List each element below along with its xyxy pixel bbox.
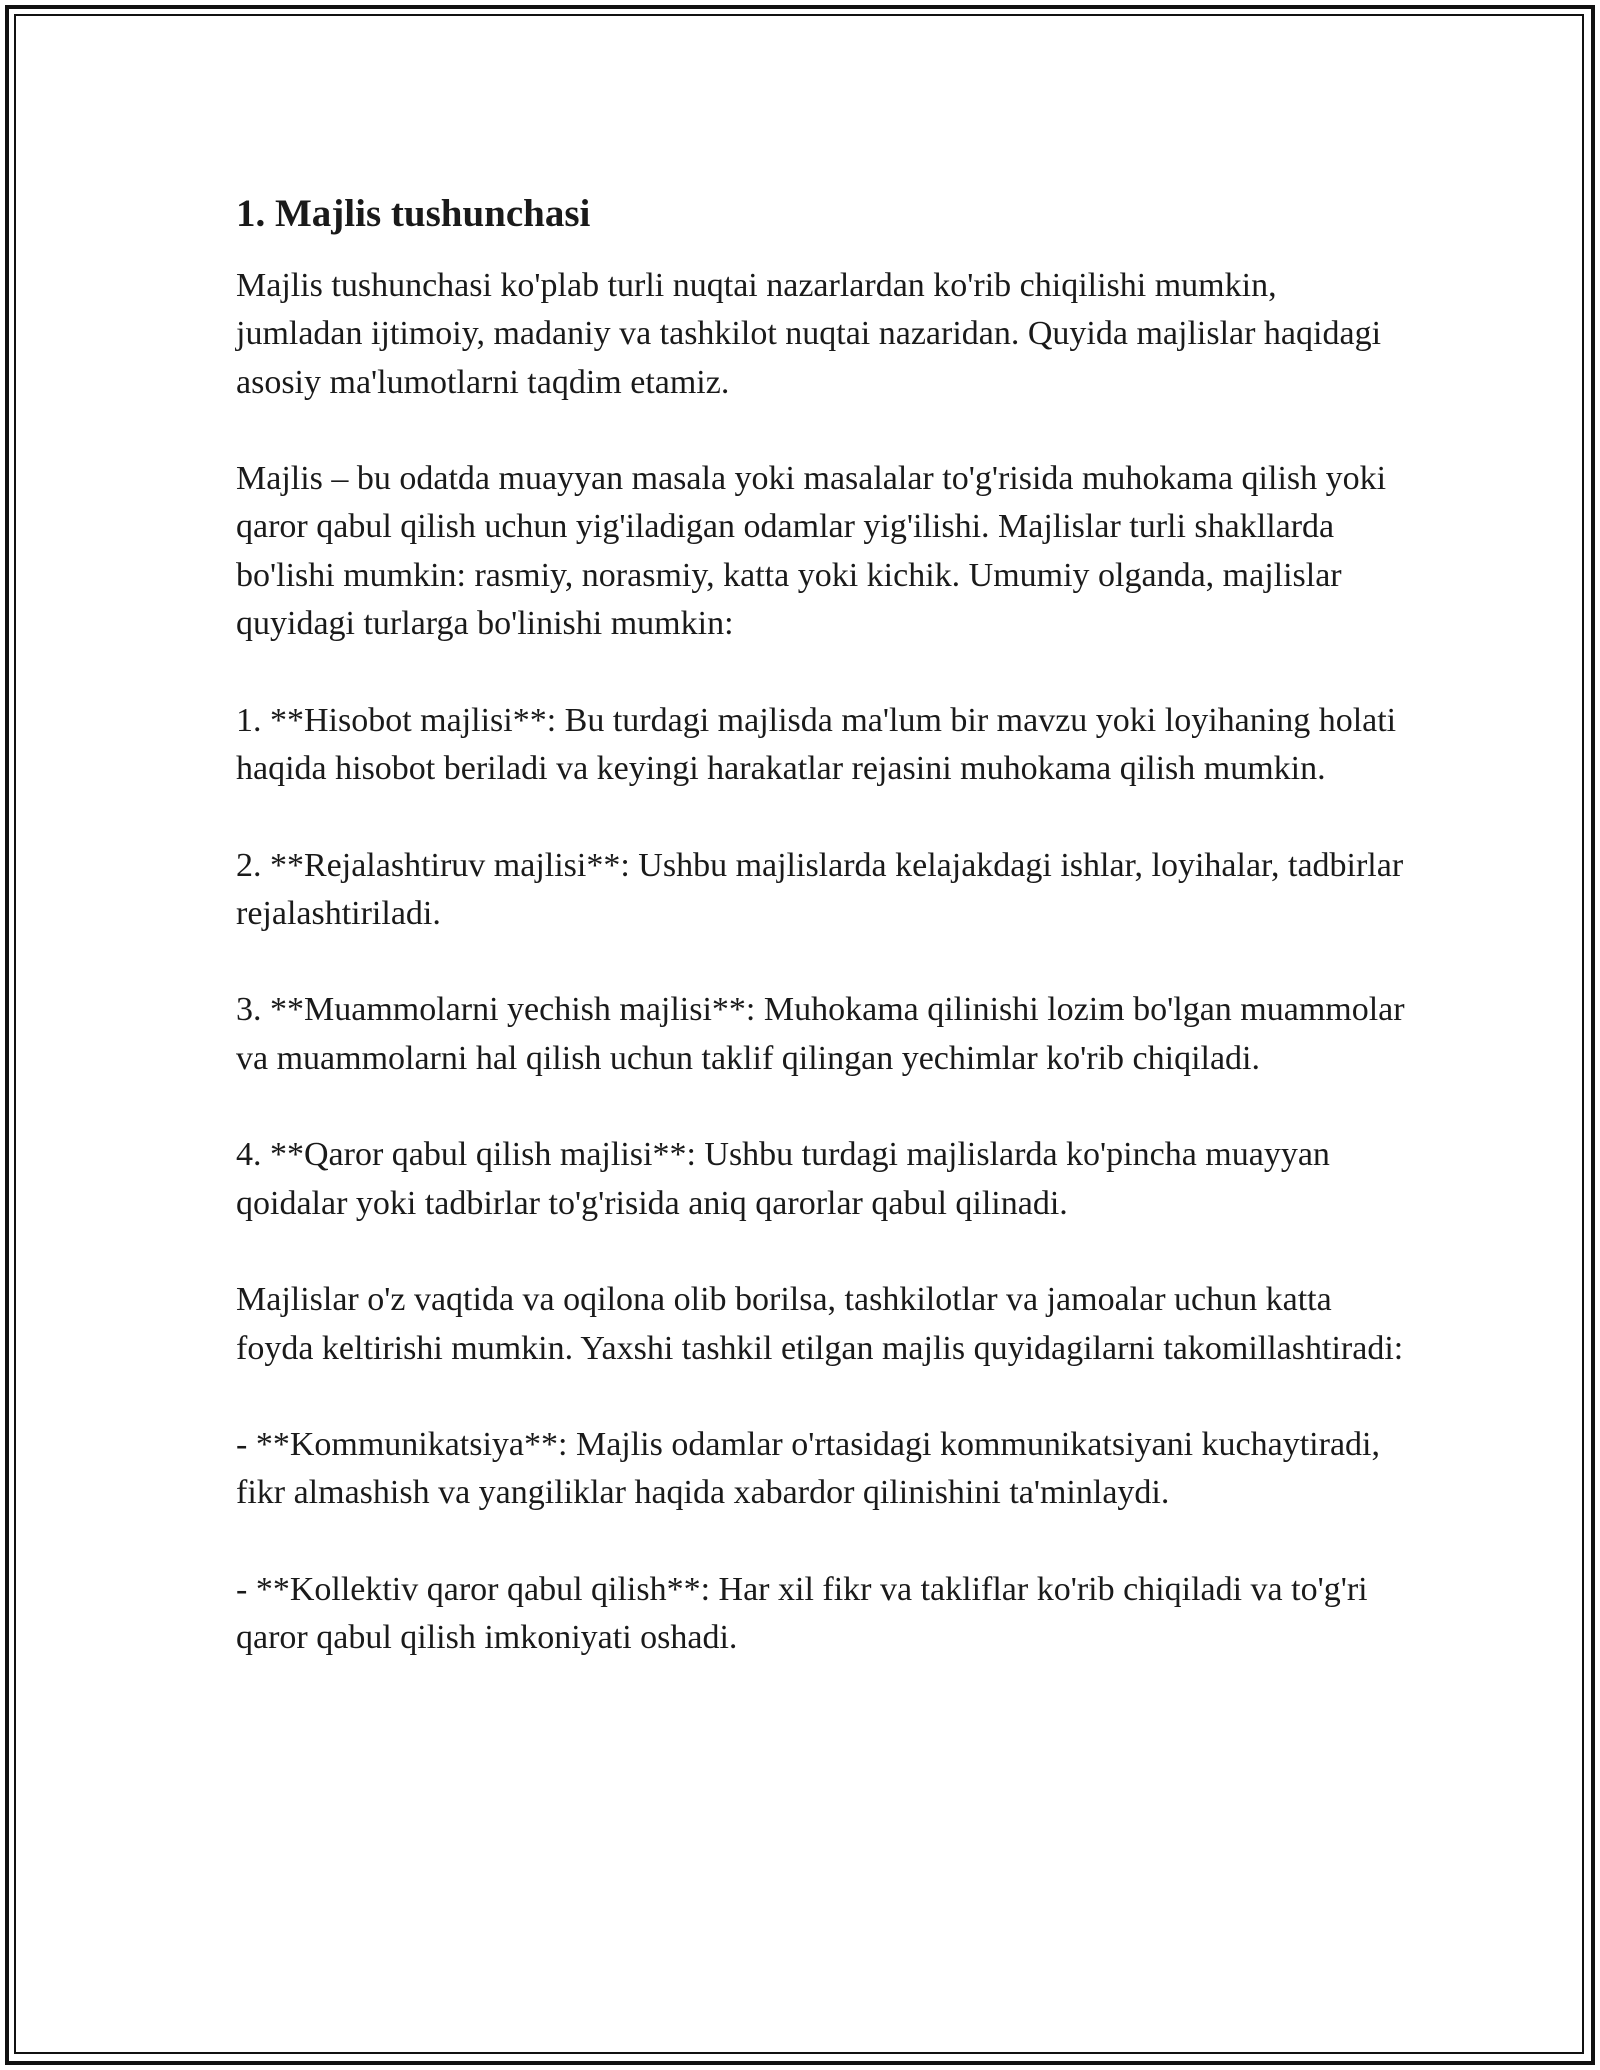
list-item-muammolar: 3. **Muammolarni yechish majlisi**: Muhokama qilinishi lozim bo'lgan muammolar va muammolarni hal qilish uchun taklif qilingan yechimlar ko'rib chiqiladi. <box>236 991 1405 1077</box>
paragraph-definition: Majlis – bu odatda muayyan masala yoki masalalar to'g'risida muhokama qilish yoki qaror qabul qilish uchun yig'iladigan odamlar yig'ilishi. Majlislar turli shakllarda bo'lishi mumkin: rasmiy, norasmiy, katta yoki kichik. Umumiy olganda, majlislar quyidagi turlarga bo'linishi mumkin: <box>236 460 1387 643</box>
paragraph-intro: Majlis tushunchasi ko'plab turli nuqtai nazarlardan ko'rib chiqilishi mumkin, jumladan ijtimoiy, madaniy va tashkilot nuqtai nazaridan. Quyida majlislar haqidagi asosiy ma'lumotlarni taqdim etamiz. <box>236 267 1382 401</box>
list-item-hisobot: 1. **Hisobot majlisi**: Bu turdagi majlisda ma'lum bir mavzu yoki loyihaning holati haqida hisobot beriladi va keyingi harakatlar rejasini muhokama qilish mumkin. <box>236 701 1397 787</box>
paragraph-benefits: Majlislar o'z vaqtida va oqilona olib borilsa, tashkilotlar va jamoalar uchun katta foyda keltirishi mumkin. Yaxshi tashkil etilgan majlis quyidagilarni takomillashtiradi: <box>236 1281 1404 1367</box>
list-item-rejalashtiruv: 2. **Rejalashtiruv majlisi**: Ushbu majlislarda kelajakdagi ishlar, loyihalar, tadbirlar rejalashtiriladi. <box>236 846 1404 932</box>
document-body <box>236 182 1406 1711</box>
section-heading: 1. Majlis tushunchasi <box>236 192 591 235</box>
bullet-kommunikatsiya: - **Kommunikatsiya**: Majlis odamlar o'rtasidagi kommunikatsiyani kuchaytiradi, fikr almashish va yangiliklar haqida xabardor qilinishini ta'minlaydi. <box>236 1426 1380 1512</box>
list-item-qaror: 4. **Qaror qabul qilish majlisi**: Ushbu turdagi majlislarda ko'pincha muayyan qoidalar yoki tadbirlar to'g'risida aniq qarorlar qabul qilinadi. <box>236 1136 1330 1222</box>
bullet-kollektiv: - **Kollektiv qaror qabul qilish**: Har xil fikr va takliflar ko'rib chiqiladi va to'g'ri qaror qabul qilish imkoniyati oshadi. <box>236 1571 1368 1657</box>
